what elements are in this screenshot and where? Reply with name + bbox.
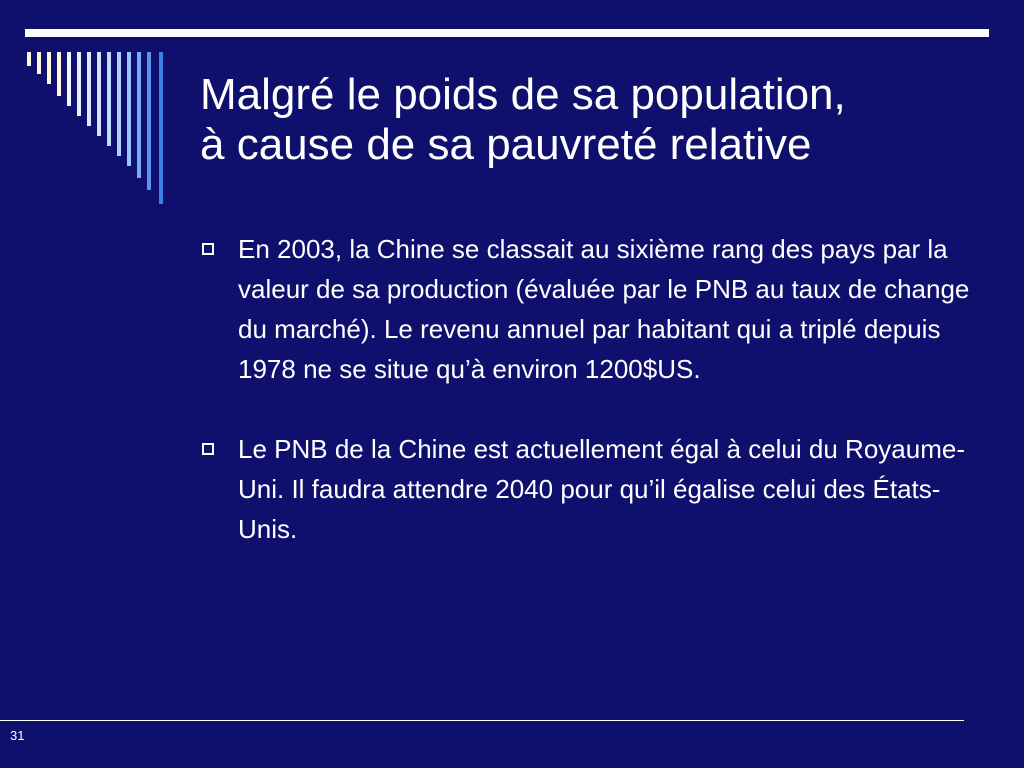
stripe [57,52,61,96]
bottom-rule [0,720,964,721]
stripe [47,52,51,84]
bullet-item [200,229,990,389]
stripe [107,52,111,146]
slide-title [200,70,980,170]
stripe [37,52,41,74]
title-line: à cause de sa pauvreté relative [200,120,812,169]
stripe [127,52,131,166]
bullet-text: Le PNB de la Chine est actuellement égal à celui du Royaume-Uni. Il faudra attendre 2040 pour qu’il égalise celui des États-Unis. [238,434,965,544]
stripe [77,52,81,116]
bullet-list [200,229,990,589]
stripe [137,52,141,178]
stripe [87,52,91,126]
page-number: 31 [10,728,25,743]
bullet-text: En 2003, la Chine se classait au sixième rang des pays par la valeur de sa production (évaluée par le PNB au taux de change du marché). Le revenu annuel par habitant qui a triplé depuis 1978 ne se situe qu’à environ 1200$US. [238,234,970,384]
stripe [97,52,101,136]
hollow-square-bullet-icon [202,243,214,255]
stripe [159,52,163,204]
title-line: Malgré le poids de sa population, [200,70,846,119]
stripe [67,52,71,106]
hollow-square-bullet-icon [202,443,214,455]
stripe [117,52,121,156]
bullet-item [200,429,990,549]
decorative-stripes [0,0,180,220]
stripe [27,52,31,66]
stripe [147,52,151,190]
